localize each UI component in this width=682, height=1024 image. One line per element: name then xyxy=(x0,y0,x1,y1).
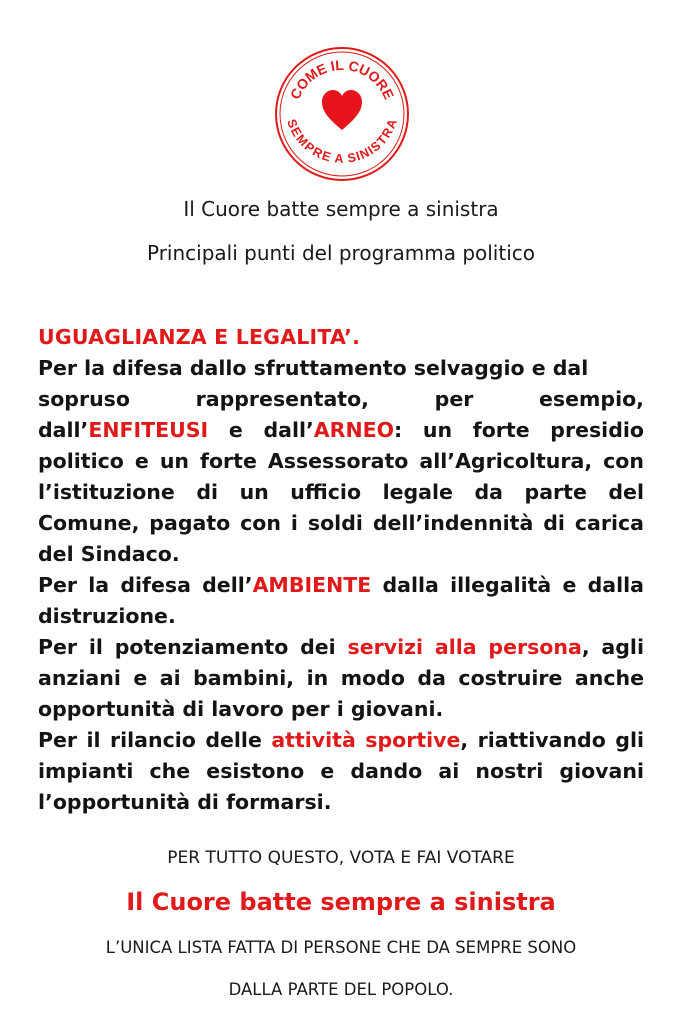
party-logo xyxy=(272,44,412,184)
program-section xyxy=(38,322,644,818)
vote-call: PER TUTTO QUESTO, VOTA E FAI VOTARE xyxy=(167,848,515,868)
page-subtitle: Principali punti del programma politico xyxy=(147,241,535,265)
paragraph-text: e dall’ xyxy=(208,418,314,442)
highlight-sport: attività sportive xyxy=(271,728,461,752)
paragraph-text: dalla illegalità e dalla distruzione. xyxy=(38,573,645,628)
section-heading: UGUAGLIANZA E LEGALITA’. xyxy=(38,325,361,349)
paragraph-text: Per la difesa dallo sfruttamento selvaggio e dal xyxy=(38,356,589,380)
word: per xyxy=(434,387,474,411)
highlight-enfiteusi: ENFITEUSI xyxy=(88,418,209,442)
logo-text-top: COME IL CUORE xyxy=(286,56,398,102)
word: rappresentato, xyxy=(195,387,369,411)
list-name: Il Cuore batte sempre a sinistra xyxy=(126,888,556,916)
word: esempio, xyxy=(539,387,644,411)
paragraph-text: : un forte presidio politico e un forte Assessorato all’Agricoltura, con l’istituzione di un ufficio legale da parte del Comune, pagato con i soldi dell’indennità di carica del Sindaco. xyxy=(38,418,644,566)
word: sopruso xyxy=(38,387,130,411)
paragraph-sports xyxy=(38,725,644,818)
paragraph-text: dall’ xyxy=(38,418,89,442)
paragraph-text: , riattivando gli impianti che esistono e dando ai nostri giovani l’opportunità di formarsi. xyxy=(38,728,644,814)
paragraph-text: Per la difesa dell’ xyxy=(38,573,253,597)
paragraph-text: , agli anziani e ai bambini, in modo da costruire anche opportunità di lavoro per i giovani. xyxy=(38,635,644,721)
paragraph-text: Per il rilancio delle xyxy=(38,728,272,752)
logo-text-bottom: SEMPRE A SINISTRA xyxy=(284,117,400,166)
closing-line-1: L’UNICA LISTA FATTA DI PERSONE CHE DA SEMPRE SONO xyxy=(105,938,577,957)
paragraph-legality xyxy=(38,353,644,570)
page-title: Il Cuore batte sempre a sinistra xyxy=(183,197,499,221)
justified-line xyxy=(38,384,644,415)
highlight-servizi: servizi alla persona xyxy=(347,635,582,659)
paragraph-text: Per il potenziamento dei xyxy=(38,635,348,659)
highlight-ambiente: AMBIENTE xyxy=(252,573,372,597)
highlight-arneo: ARNEO xyxy=(313,418,395,442)
paragraph-environment xyxy=(38,570,644,632)
paragraph-services xyxy=(38,632,644,725)
closing-line-2: DALLA PARTE DEL POPOLO. xyxy=(228,980,454,999)
